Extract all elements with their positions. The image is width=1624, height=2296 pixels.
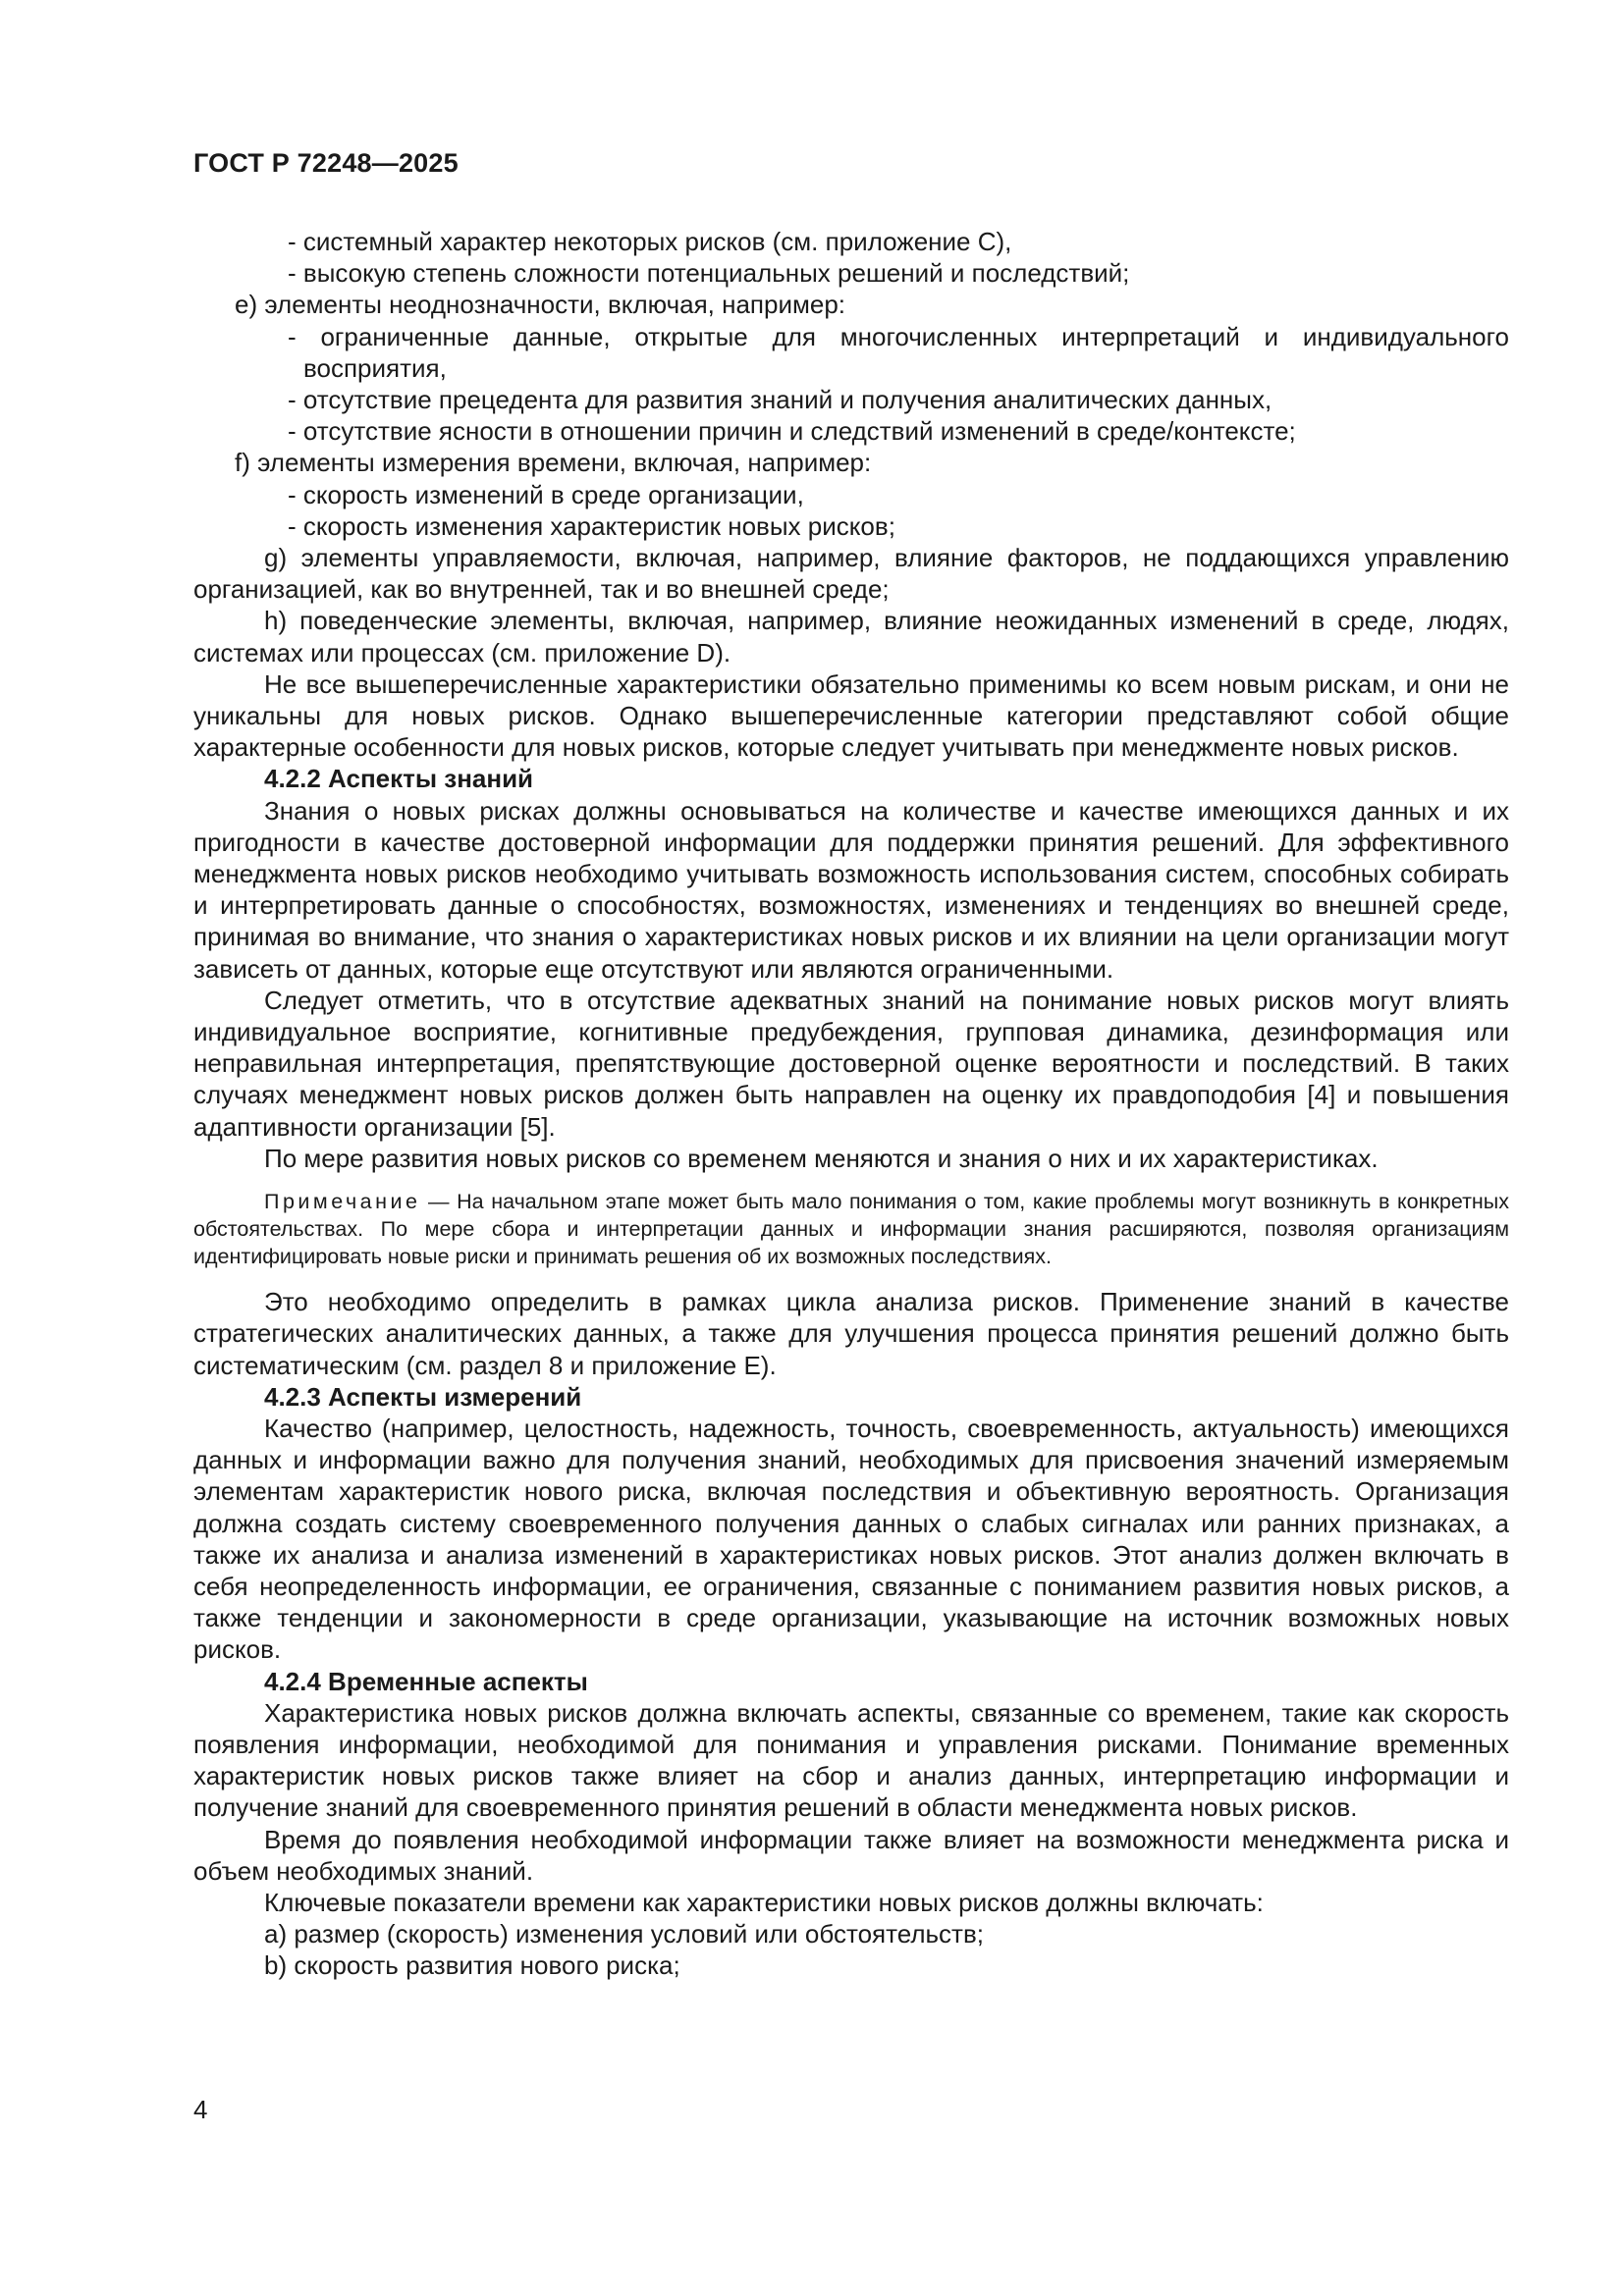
list-item: - отсутствие прецедента для развития знаний и получения аналитических данных, <box>288 385 1272 415</box>
note <box>193 1188 1509 1270</box>
list-item: h) поведенческие элементы, включая, например, влияние неожиданных изменений в среде, людях, системах или процессах (см. приложение D). <box>193 606 1509 667</box>
note-label: Примечание <box>264 1190 421 1214</box>
body-text <box>193 226 1509 1982</box>
list-item: - скорость изменения характеристик новых рисков; <box>288 510 895 541</box>
paragraph: Качество (например, целостность, надежность, точность, своевременность, актуальность) имеющихся данных и информации важно для получения знаний, необходимых для присвоения значений измеряемым элементам характеристик нового риска, включая последствия и объективную вероятность. Организация должна создать систему своевременного получения данных о слабых сигналах или ранних признаках, а также их анализа и анализа изменений в характеристиках новых рисков. Этот анализ должен включать в себя неопределенность информации, ее ограничения, связанные с пониманием развития новых рисков, а также тенденции и закономерности в среде организации, указывающие на источник возможных новых рисков. <box>193 1413 1509 1665</box>
standard-designation: ГОСТ Р 72248—2025 <box>193 148 459 178</box>
paragraph: Не все вышеперечисленные характеристики обязательно применимы ко всем новым рискам, и они не уникальны для новых рисков. Однако вышеперечисленные категории представляют собой общие характерные особенности для новых рисков, которые следует учитывать при менеджменте новых рисков. <box>193 668 1509 763</box>
list-item: - отсутствие ясности в отношении причин и следствий изменений в среде/контексте; <box>288 416 1296 447</box>
list-item: e) элементы неоднозначности, включая, например: <box>235 290 846 320</box>
list-item: - скорость изменений в среде организации, <box>288 479 804 509</box>
section-heading-4-2-2: 4.2.2 Аспекты знаний <box>264 764 534 794</box>
paragraph: Характеристика новых рисков должна включать аспекты, связанные со временем, такие как скорость появления информации, необходимой для понимания и управления рисками. Понимание временных характеристик новых рисков также влияет на сбор и анализ данных, интерпретацию информации и получение знаний для своевременного принятия решений в области менеджмента новых рисков. <box>193 1697 1509 1823</box>
page-number: 4 <box>193 2095 208 2124</box>
paragraph: Следует отметить, что в отсутствие адекватных знаний на понимание новых рисков могут влиять индивидуальное восприятие, когнитивные предубеждения, групповая динамика, дезинформация или неправильная интерпретация, препятствующие достоверной оценке вероятности и последствий. В таких случаях менеджмент новых рисков должен быть направлен на оценку их правдоподобия [4] и повышения адаптивности организации [5]. <box>193 985 1509 1142</box>
paragraph: Время до появления необходимой информации также влияет на возможности менеджмента риска и объем необходимых знаний. <box>193 1824 1509 1886</box>
paragraph: Ключевые показатели времени как характеристики новых рисков должны включать: <box>264 1887 1264 1917</box>
section-heading-4-2-4: 4.2.4 Временные аспекты <box>264 1666 588 1696</box>
list-item: f) элементы измерения времени, включая, например: <box>235 448 872 478</box>
paragraph: По мере развития новых рисков со временем меняются и знания о них и их характеристиках. <box>264 1143 1379 1173</box>
list-item: b) скорость развития нового риска; <box>264 1950 680 1981</box>
list-item: - системный характер некоторых рисков (см. приложение С), <box>288 227 1012 256</box>
list-item: g) элементы управляемости, включая, например, влияние факторов, не поддающихся управлению организацией, как во внутренней, так и во внешней среде; <box>193 543 1509 605</box>
list-item: - ограниченные данные, открытые для многочисленных интерпретаций и индивидуального восприятия, <box>288 321 1509 383</box>
list-item: - высокую степень сложности потенциальных решений и последствий; <box>288 258 1130 289</box>
paragraph: Это необходимо определить в рамках цикла анализа рисков. Применение знаний в качестве стратегических аналитических данных, а также для улучшения процесса принятия решений должно быть систематическим (см. раздел 8 и приложение Е). <box>193 1287 1509 1380</box>
paragraph: Знания о новых рисках должны основываться на количестве и качестве имеющихся данных и их пригодности в качестве достоверной информации для поддержки принятия решений. Для эффективного менеджмента новых рисков необходимо учитывать возможность использования систем, способных собирать и интерпретировать данные о способностях, возможностях, изменениях и тенденциях во внешней среде, принимая во внимание, что знания о характеристиках новых рисков и их влиянии на цели организации могут зависеть от данных, которые еще отсутствуют или являются ограниченными. <box>193 795 1509 984</box>
section-heading-4-2-3: 4.2.3 Аспекты измерений <box>264 1381 582 1412</box>
list-item: a) размер (скорость) изменения условий или обстоятельств; <box>264 1919 984 1949</box>
note-text: — На начальном этапе может быть мало понимания о том, какие проблемы могут возникнуть в конкретных обстоятельствах. По мере сбора и интерпретации данных и информации знания расширяются, позволяя организациям идентифицировать новые риски и принимать решения об их возможных последствиях. <box>193 1190 1509 1269</box>
